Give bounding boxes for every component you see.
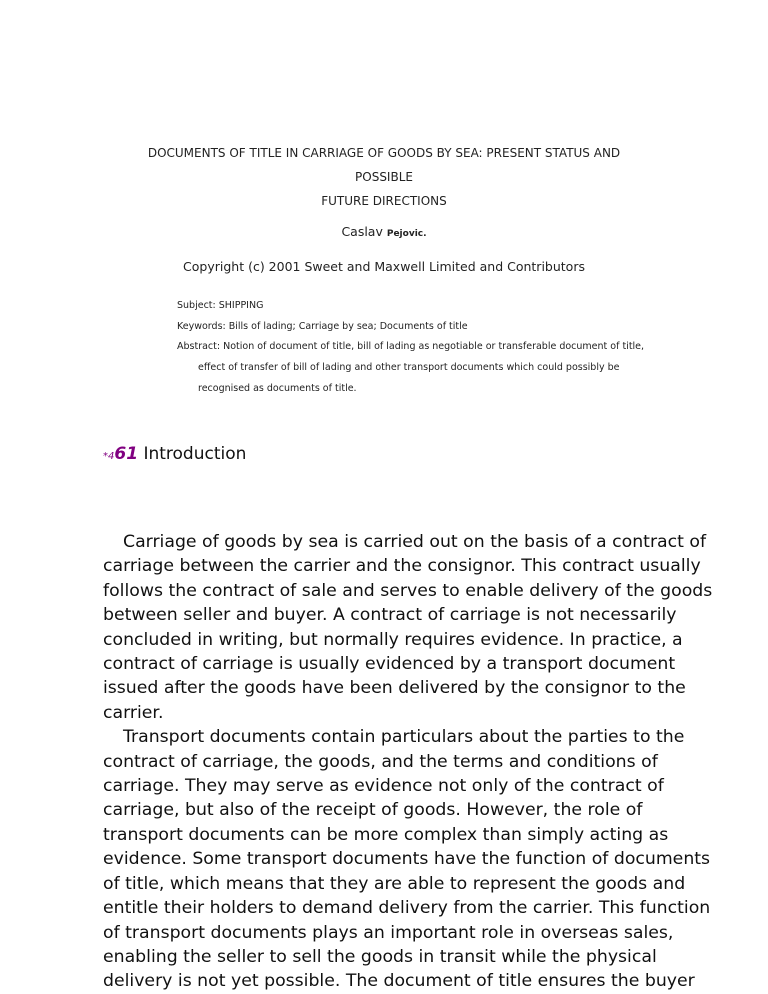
author-last-name: Pejovic. — [386, 229, 427, 239]
document-title-line-3: FUTURE DIRECTIONS — [321, 194, 447, 208]
paragraph-line: carriage between the carrier and the consignor. This contract usually — [103, 556, 701, 577]
abstract-line: Abstract: Notion of document of title, bill of lading as negotiable or transferable document of title, — [177, 341, 645, 352]
paragraph-line: transport documents can be more complex than simply acting as — [103, 824, 669, 845]
paragraph-line: of transport documents plays an important role in overseas sales, — [103, 922, 674, 943]
paragraph-line: concluded in writing, but normally requires evidence. In practice, a — [103, 629, 683, 650]
document-title-line-2: POSSIBLE — [355, 170, 413, 184]
paragraph-line: contract of carriage is usually evidenced by a transport document — [103, 654, 676, 675]
paragraph-line: carrier. — [103, 702, 164, 723]
paragraph-line: follows the contract of sale and serves to enable delivery of the goods — [103, 580, 713, 601]
paragraph-line: carriage. They may serve as evidence not only of the contract of — [103, 776, 664, 797]
paragraph-line: evidence. Some transport documents have the function of documents — [103, 849, 711, 870]
paragraph-line: enabling the seller to sell the goods in transit while the physical — [103, 946, 657, 967]
author — [0, 224, 768, 239]
paragraph-line: entitle their holders to demand delivery from the carrier. This function — [103, 898, 711, 919]
page-marker: *461 — [103, 444, 139, 464]
abstract-line: effect of transfer of bill of lading and other transport documents which could possibly be — [198, 362, 620, 373]
subject: Subject: SHIPPING — [177, 300, 264, 311]
paragraph-line: issued after the goods have been delivered by the consignor to the — [103, 678, 686, 699]
document-title-line-1: DOCUMENTS OF TITLE IN CARRIAGE OF GOODS BY SEA: PRESENT STATUS AND — [147, 146, 621, 160]
body-text — [103, 530, 712, 994]
paragraph-line: Carriage of goods by sea is carried out on the basis of a contract of — [123, 532, 707, 552]
paragraph-line: Transport documents contain particulars about the parties to the — [123, 727, 685, 748]
keywords: Keywords: Bills of lading; Carriage by sea; Documents of title — [177, 321, 468, 332]
abstract-line: recognised as documents of title. — [198, 383, 357, 394]
paragraph-line: of title, which means that they are able to represent the goods and — [103, 873, 686, 894]
paragraph-line: carriage, but also of the receipt of goods. However, the role of — [103, 800, 643, 821]
paragraph-line: delivery is not yet possible. The document of title ensures the buyer — [103, 971, 695, 992]
section-heading — [103, 444, 246, 464]
author-first-name: Caslav — [341, 224, 383, 239]
section-heading-text: Introduction — [143, 444, 247, 464]
paragraph-line: contract of carriage, the goods, and the terms and conditions of — [103, 751, 658, 772]
copyright: Copyright (c) 2001 Sweet and Maxwell Limited and Contributors — [183, 259, 585, 274]
paragraph-line: between seller and buyer. A contract of carriage is not necessarily — [103, 605, 677, 626]
